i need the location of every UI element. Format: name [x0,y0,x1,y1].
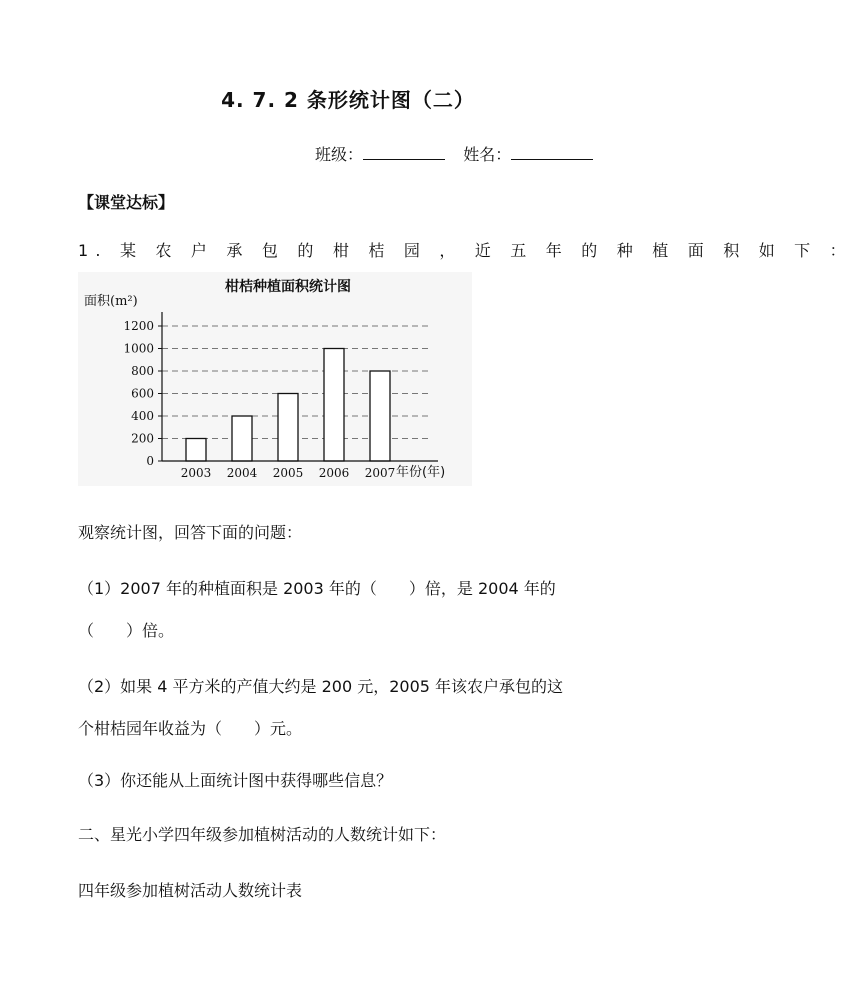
y-tick-label: 1000 [123,341,154,356]
bar-2003 [186,439,206,462]
y-tick-label: 1200 [123,319,154,333]
x-tick-label: 2007 [364,466,396,480]
bar-chart [78,272,472,486]
question-2-line-1: （2）如果 4 平方米的产值大约是 200 元，2005 年该农户承包的这 [78,677,564,696]
bar-2004 [232,416,252,461]
x-tick-label: 2006 [318,466,350,480]
class-label: 班级： [315,145,364,164]
class-blank[interactable] [363,145,445,160]
part-2-intro: 二、星光小学四年级参加植树活动的人数统计如下： [78,825,447,844]
question-2-line-2: 个柑桔园年收益为（ ）元。 [78,719,303,738]
table-title: 四年级参加植树活动人数统计表 [78,881,303,900]
question-1-line-2: （ ）倍。 [78,621,175,640]
bar-2005 [278,394,298,462]
section-title: 【课堂达标】 [78,193,175,212]
name-label: 姓名： [463,145,512,164]
y-tick-label: 400 [131,409,154,423]
page-title: 4. 7. 2 条形统计图（二） [221,88,475,112]
question-1-line-1: （1）2007 年的种植面积是 2003 年的（ ）倍，是 2004 年的 [78,579,556,598]
x-axis-label: 年份(年) [396,465,446,480]
name-blank[interactable] [511,145,593,160]
y-tick-label: 0 [146,454,154,468]
chart-title: 柑桔种植面积统计图 [225,279,351,295]
x-tick-label: 2005 [272,466,304,480]
y-tick-label: 600 [131,386,154,401]
bar-2006 [324,349,344,462]
y-tick-label: 200 [131,431,154,446]
observe-prompt: 观察统计图，回答下面的问题： [78,523,303,542]
bars [186,349,390,462]
bar-2007 [370,371,390,461]
student-info-line [315,142,593,165]
question-3: （3）你还能从上面统计图中获得哪些信息？ [78,771,393,790]
x-tick-label: 2004 [226,466,258,480]
y-axis-label: 面积(m²) [84,294,138,309]
question-1-intro: 1. 某 农 户 承 包 的 柑 桔 园 ， 近 五 年 的 种 植 面 积 如 下 ： [78,241,853,260]
x-tick-label: 2003 [180,466,212,480]
y-tick-label: 800 [131,364,154,378]
bar-chart-figure [78,272,472,486]
